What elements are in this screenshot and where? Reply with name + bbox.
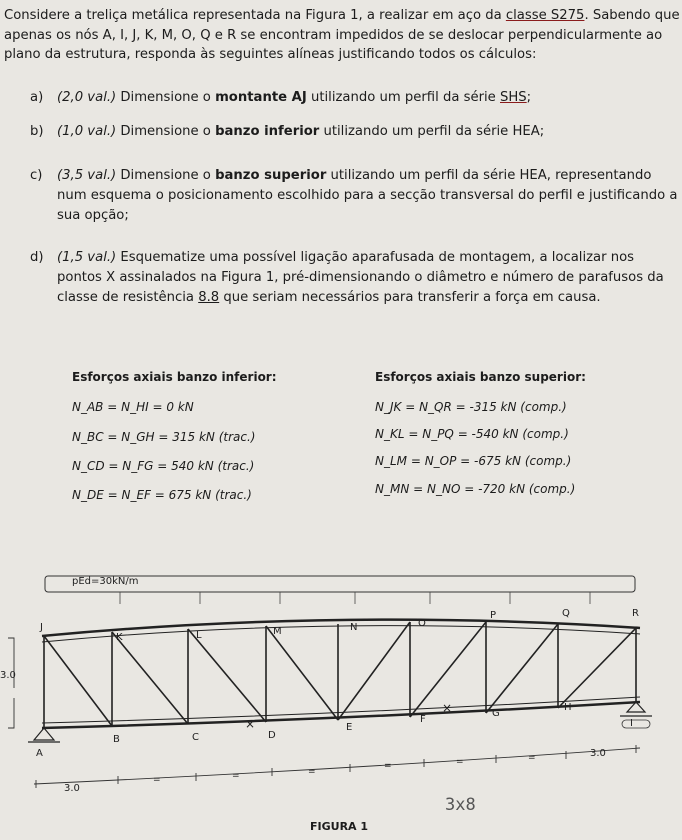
truss-diagonals	[44, 622, 636, 726]
node-o: O	[418, 618, 426, 629]
dimension-right-label: 3.0	[590, 748, 606, 759]
lower-force-ab: N_AB = N_HI = 0 kN	[72, 400, 194, 414]
question-b	[30, 122, 680, 144]
question-body	[57, 166, 682, 226]
node-n: N	[350, 622, 358, 633]
question-points: (1,0 val.)	[57, 124, 117, 139]
node-e: E	[346, 722, 353, 733]
dimension-equal: =	[308, 767, 316, 777]
dimension-equal: =	[153, 775, 161, 785]
question-points: (2,0 val.)	[57, 90, 117, 105]
upper-force-mn: N_MN = N_NO = -720 kN (comp.)	[375, 482, 576, 496]
top-node-labels	[39, 608, 639, 643]
question-text-3: que seriam necessários para transferir a força em causa.	[219, 290, 601, 305]
upper-force-lm: N_LM = N_OP = -675 kN (comp.)	[375, 454, 572, 468]
node-i: I	[630, 718, 633, 729]
intro-line-1	[4, 6, 680, 26]
node-l: L	[196, 630, 202, 641]
question-text-2: utilizando um perfil da série	[306, 90, 500, 105]
node-r: R	[632, 608, 639, 619]
dimension-equal-marks	[153, 753, 536, 785]
question-letter: b)	[30, 124, 44, 139]
bottom-node-labels	[36, 702, 633, 759]
question-letter: a)	[30, 90, 44, 105]
node-c: C	[192, 732, 199, 743]
question-letter: d)	[30, 250, 44, 265]
question-series: SHS	[500, 90, 527, 105]
intro-line-3: plano da estrutura, responda às seguintes alíneas justificando todos os cálculos:	[4, 47, 537, 62]
intro-line-2: apenas os nós A, I, J, K, M, O, Q e R se encontram impedidos de se deslocar perpendicularmente ao	[4, 27, 663, 43]
question-d	[30, 248, 680, 310]
question-text: Dimensione o	[116, 124, 216, 139]
lower-force-de: N_DE = N_EF = 675 kN (trac.)	[72, 488, 252, 502]
question-letter: c)	[30, 168, 43, 183]
question-text: Dimensione o	[116, 90, 216, 105]
height-dimension	[8, 638, 14, 728]
question-a	[30, 88, 680, 110]
load-arrows	[120, 592, 590, 604]
truss-figure	[0, 560, 682, 820]
node-m: M	[273, 626, 282, 637]
height-label: 3.0	[0, 670, 16, 681]
dimension-equal: =	[528, 753, 536, 763]
node-q: Q	[562, 608, 570, 619]
bolt-class: 8.8	[198, 290, 220, 305]
node-h: H	[564, 702, 572, 713]
lower-force-bc: N_BC = N_GH = 315 kN (trac.)	[72, 430, 256, 444]
node-f: F	[420, 714, 426, 725]
question-body	[57, 122, 682, 142]
figure-caption: FIGURA 1	[310, 820, 369, 833]
steel-class: classe S275	[505, 8, 585, 23]
question-text-3: ;	[526, 90, 532, 105]
question-text: Dimensione o	[116, 168, 216, 183]
question-points: (3,5 val.)	[57, 168, 117, 183]
node-b: B	[113, 734, 120, 745]
node-k: K	[116, 632, 123, 643]
question-c	[30, 166, 680, 228]
bottom-chord-edge	[42, 697, 640, 723]
question-bold: montante AJ	[215, 90, 307, 105]
question-text-2: utilizando um perfil da série HEA, representando num esquema o posicionamento escolhido para a secção transversal do perfil e justificando a sua opção;	[57, 168, 678, 223]
intro-line-1-b: . Sabendo que	[584, 8, 680, 23]
bolt-location-mark-2: ×	[442, 701, 453, 715]
question-points: (1,5 val.)	[57, 250, 117, 265]
upper-chord-title: Esforços axiais banzo superior:	[375, 370, 586, 384]
upper-force-jk: N_JK = N_QR = -315 kN (comp.)	[375, 400, 567, 414]
dimension-equal: =	[384, 761, 392, 771]
handwritten-note: 3x8	[445, 795, 476, 815]
question-text-2: utilizando um perfil da série HEA;	[319, 124, 545, 139]
node-p: P	[490, 610, 497, 621]
node-a: A	[36, 748, 43, 759]
dimension-equal: =	[232, 771, 240, 781]
pin-support-a	[34, 728, 54, 740]
intro-line-1-a: Considere a treliça metálica representada na Figura 1, a realizar em aço da	[4, 8, 506, 23]
node-j: J	[40, 622, 43, 633]
upper-force-kl: N_KL = N_PQ = -540 kN (comp.)	[375, 427, 569, 441]
question-bold: banzo superior	[215, 168, 327, 183]
span-dimension-line	[34, 748, 640, 784]
node-d: D	[268, 730, 276, 741]
dimension-equal: =	[456, 757, 464, 767]
question-bold: banzo inferior	[215, 124, 320, 139]
dimension-ticks	[36, 745, 636, 788]
load-label: pEd=30kN/m	[72, 576, 139, 587]
node-g: G	[492, 708, 500, 719]
question-body	[57, 248, 682, 308]
lower-force-cd: N_CD = N_FG = 540 kN (trac.)	[72, 459, 255, 473]
dimension-left-label: 3.0	[64, 783, 80, 794]
question-body	[57, 88, 682, 108]
bolt-location-mark-1: ×	[245, 717, 256, 731]
intro-paragraph	[4, 6, 680, 65]
lower-chord-title: Esforços axiais banzo inferior:	[72, 370, 277, 384]
question-text: Esquematize uma possível ligação aparafusada de montagem, a localizar nos pontos X assinalados na Figura 1, pré-dimensionando o diâmetro e número de parafusos da classe de resistência	[57, 250, 664, 305]
support-i-circle	[622, 720, 650, 728]
